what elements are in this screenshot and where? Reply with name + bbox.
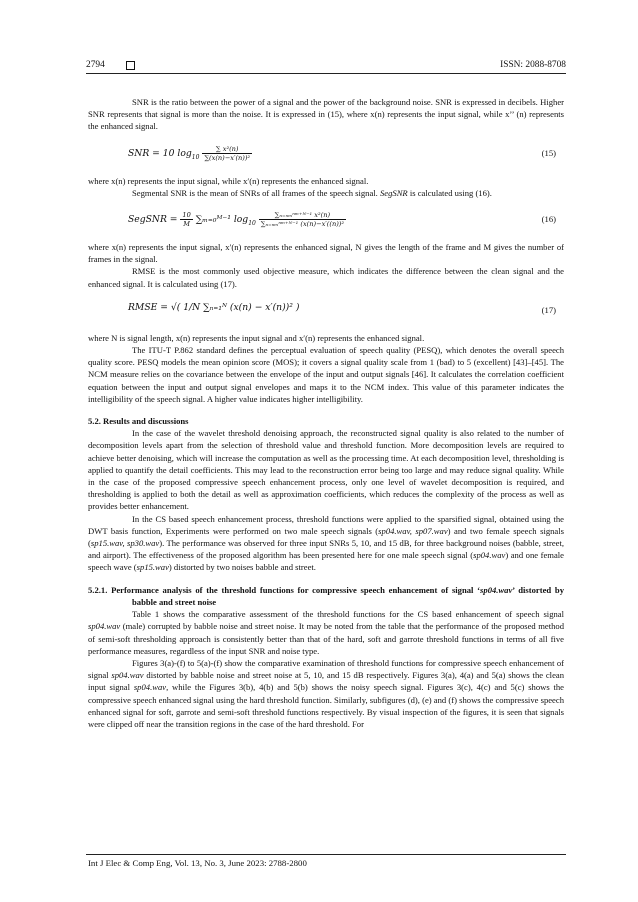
paragraph-where-15: where x(n) represents the input signal, while x′(n) represents the enhanced signal. — [88, 175, 369, 186]
equation-16-formula: SegSNR = $\frac{10}{M}$ ∑ₘ₌₀ᴹ⁻¹ $\log_{10}$ $\frac{\text{∑ₙ₌ₙₘⁿᵐ⁺ᴺ⁻¹ x²(n)}}{\text{∑ₙ₌ₙₘⁿᵐ⁺ᴺ⁻¹ (x(n)−x′((n))²}}$ — [128, 211, 344, 229]
equation-16-number: (16) — [541, 214, 556, 225]
equation-17-formula: RMSE = √( 1/N ∑ₙ₌₁ᴺ (x(n) − x′(n))² ) — [128, 301, 300, 313]
paragraph-where-16: where x(n) represents the input signal, x′(n) represents the enhanced signal, N gives the length of the frame and M gives the number of frames in the signal. — [88, 242, 564, 265]
section-heading-5-2-1: 5.2.1. Performance analysis of the threshold functions for compressive speech enhancement of signal ‘sp04.wav’ distorted by babble and street noise — [88, 584, 564, 607]
paragraph-rmse: RMSE is the most commonly used objective measure, which indicates the difference between the clean signal and the enhanced signal. It is calculated using (17). — [88, 266, 564, 289]
equation-17 — [88, 296, 564, 326]
paragraph-wavelet: In the case of the wavelet threshold denoising approach, the reconstructed signal quality is also related to the number of decomposition levels apart from the selection of threshold value and threshold function. More decomposition levels are required to achieve better denoising, which will increase the computation as well as the processing time. At each decomposition level, thresholding is applied to quantify the detail coefficients. This may lead to the reconstruction error being too large and may reduce signal quality. While in the case of the proposed compressive speech enhancement process, only one level of wavelet decomposition is required, and thresholding is applied to both the detail as well as approximation coefficients, which reduces the complexity of the process as well as provides better enhancement. — [88, 428, 564, 512]
issn: ISSN: 2088-8708 — [500, 60, 566, 70]
equation-15-number: (15) — [541, 147, 556, 158]
equation-15-formula: SNR = 10 $\log_{10}$ $\frac{\text{∑ x²(n)}}{\text{∑(x(n)−x′(n))²}}$ — [128, 144, 251, 162]
square-bullet-icon — [126, 61, 135, 70]
header-rule — [86, 73, 566, 74]
paragraph-segsnr: Segmental SNR is the mean of SNRs of all frames of the speech signal. SegSNR is calculated using (16). — [132, 187, 492, 198]
body-text — [88, 96, 564, 730]
equation-17-number: (17) — [541, 304, 556, 315]
paragraph-table-1: Table 1 shows the comparative assessment of the threshold functions for the CS based enhancement of speech signal sp04.wav (male) corrupted by babble noise and street noise. It may be noted from the table that the performance of the proposed method of semi-soft thresholding approach is consistently better than that of the hard, soft and garrote threshold functions in terms of all five performance measures, regardless of the input SNR and noise type. — [88, 609, 564, 656]
paragraph-figures: Figures 3(a)-(f) to 5(a)-(f) show the comparative examination of threshold functions for compressive speech enhancement of signal sp04.wav distorted by babble noise and street noise at 5, 10, and 15 dB respectively. Figures 3(a), 4(a) and 5(a) shows the clean input signal sp04.wav, while the Figures 3(b), 4(b) and 5(b) shows the noisy speech signal. Figures 3(c), 4(c) and 5(c) shows the compressive speech enhanced signal using the hard threshold function. Similarly, subfigures (d), (e) and (f) shows the compressive speech enhanced signal for soft, garrote and semi-soft threshold functions respectively. By visual inspection of the figures, it is seen that signals were clipped off near the transition regions in the case of the hard threshold. For — [88, 657, 564, 729]
paragraph-where-17: where N is signal length, x(n) represents the input signal and x′(n) represents the enhanced signal. — [88, 332, 425, 343]
equation-15 — [88, 139, 564, 169]
footer-citation: Int J Elec & Comp Eng, Vol. 13, No. 3, June 2023: 2788-2800 — [88, 858, 307, 868]
section-heading-5-2: 5.2. Results and discussions — [88, 416, 189, 427]
paragraph-snr: SNR is the ratio between the power of a signal and the power of the background noise. SNR is expressed in decibels. Higher SNR represents that signal is more than the noise. It is expressed in (15), where x(n) represents the input signal, while x’’ (n) represents the enhanced signal. — [88, 97, 564, 132]
paragraph-cs-experiments: In the CS based speech enhancement process, threshold functions were applied to the sparsified signal, obtained using the DWT basis function, Experiments were performed on two male speech signals (sp04.wav, sp07.wav) and two female speech signals (sp15.wav, sp30.wav). The performance was observed for three input SNRs 5, 10, and 15 dB, for three background noises (babble, street, and airport). The effectiveness of the proposed algorithm has been presented here for one male speech signal (sp04.wav) and one female speech wave (sp15.wav) distorted by two noises babble and street. — [88, 513, 564, 573]
footer-rule — [86, 854, 566, 855]
paragraph-pesq: The ITU-T P.862 standard defines the perceptual evaluation of speech quality (PESQ), which denotes the overall speech quality score. PESQ models the mean opinion score (MOS); it covers a signal quality scale from 1 (bad) to 5 (excellent) [43]–[45]. The NCM measure relies on the covariance between the envelope of the input and output signals [46]. It calculates the correlation coefficient equation between the input and output signal envelopes and maps it to the NCM index. This value of this parameter indicates the intelligibility of the speech signal. A higher value indicates higher intelligibility. — [88, 345, 564, 404]
page-number: 2794 — [86, 60, 105, 70]
equation-16 — [88, 205, 564, 235]
